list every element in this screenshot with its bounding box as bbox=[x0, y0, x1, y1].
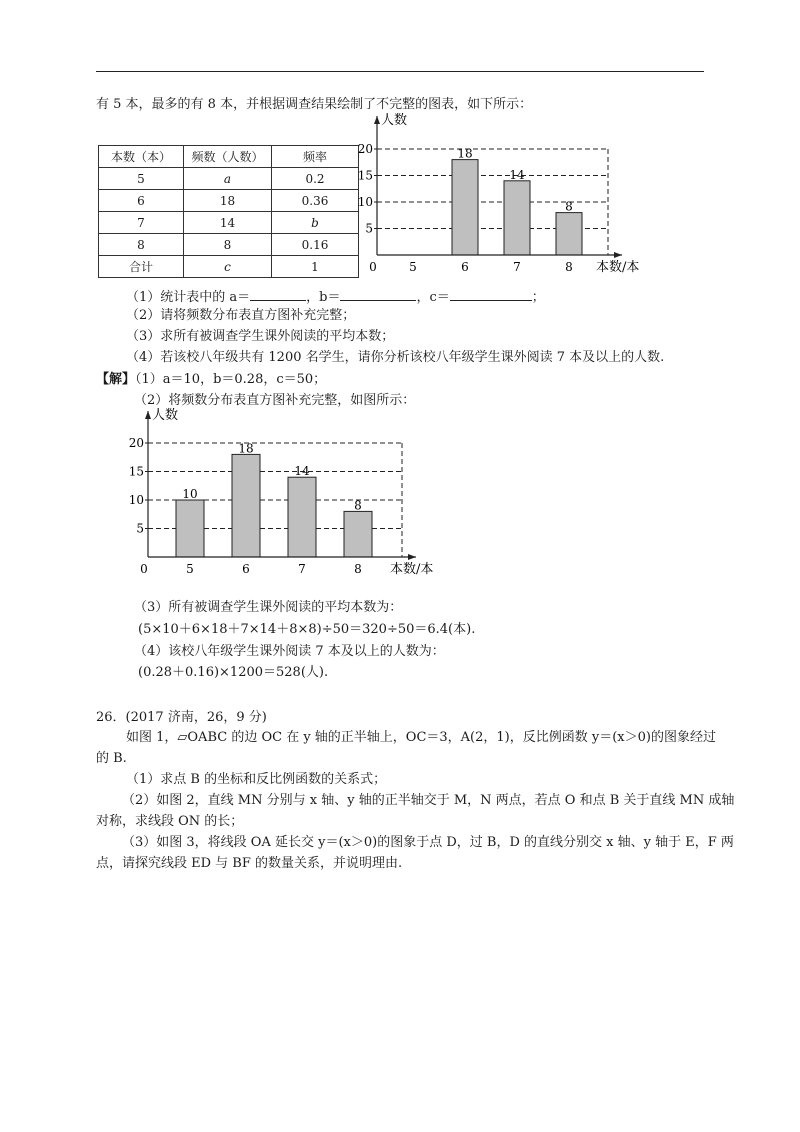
bar bbox=[232, 454, 260, 557]
problem-26-q2-cont: 对称，求线段 ON 的长； bbox=[96, 814, 244, 829]
table-cell: c bbox=[184, 256, 272, 278]
origin-label: 0 bbox=[369, 260, 377, 274]
question-3: （3）求所有被调查学生课外阅读的平均本数； bbox=[126, 329, 395, 344]
x-axis-arrow bbox=[614, 252, 622, 258]
table-row bbox=[99, 190, 359, 212]
bar bbox=[288, 477, 316, 557]
table-header-row bbox=[99, 146, 359, 168]
q1-end: ； bbox=[531, 290, 545, 305]
table-row bbox=[99, 168, 359, 190]
problem-26-q3-cont: 点，请探究线段 ED 与 BF 的数量关系，并说明理由. bbox=[96, 856, 403, 871]
table-cell: 1 bbox=[272, 256, 359, 278]
x-axis-label: 本数/本 bbox=[596, 260, 640, 275]
table-cell: 0.16 bbox=[272, 234, 359, 256]
bar bbox=[504, 181, 530, 255]
table-cell: 8 bbox=[184, 234, 272, 256]
table-header-cell: 频率 bbox=[272, 146, 359, 168]
table-row bbox=[99, 256, 359, 278]
y-axis-arrow bbox=[145, 411, 151, 419]
solution-4-equation: (0.28＋0.16)×1200＝528(人). bbox=[138, 665, 329, 680]
y-axis-label: 人数 bbox=[152, 408, 179, 423]
table-cell: 5 bbox=[99, 168, 184, 190]
bar-value-label: 18 bbox=[457, 146, 473, 161]
table-cell: 7 bbox=[99, 212, 184, 234]
x-axis-label: 本数/本 bbox=[390, 562, 434, 577]
problem-26-text: 如图 1，▱OABC 的边 OC 在 y 轴的正半轴上，OC＝3，A(2，1)，反比例函数 y＝(x＞0)的图象经过 bbox=[126, 730, 716, 745]
table-cell: 14 bbox=[184, 212, 272, 234]
table-cell: 8 bbox=[99, 234, 184, 256]
y-axis-label: 人数 bbox=[381, 113, 408, 128]
q1-c-label: ，c＝ bbox=[416, 290, 450, 305]
histogram-complete bbox=[110, 405, 450, 580]
x-tick-label: 7 bbox=[298, 562, 306, 576]
y-tick-label: 15 bbox=[128, 464, 144, 479]
q1-a-label: （1）统计表中的 a＝ bbox=[126, 290, 251, 305]
header-rule bbox=[96, 71, 704, 72]
histogram-incomplete bbox=[340, 112, 660, 282]
question-4: （4）若该校八年级共有 1200 名学生，请你分析该校八年级学生课外阅读 7 本及以上的人数. bbox=[126, 350, 665, 365]
question-2: （2）请将频数分布表直方图补充完整； bbox=[126, 308, 356, 323]
bar-value-label: 10 bbox=[182, 487, 198, 501]
frequency-table bbox=[98, 145, 359, 278]
table-cell: b bbox=[272, 212, 359, 234]
solution-1 bbox=[96, 372, 326, 388]
bar bbox=[452, 160, 478, 255]
x-axis-arrow bbox=[408, 554, 416, 560]
problem-26-q1: （1）求点 B 的坐标和反比例函数的关系式； bbox=[126, 772, 387, 787]
intro-text: 有 5 本，最多的有 8 本，并根据调查结果绘制了不完整的图表，如下所示： bbox=[96, 97, 533, 112]
y-axis-arrow bbox=[374, 116, 380, 124]
x-tick-label: 5 bbox=[186, 562, 194, 576]
solution-3: （3）所有被调查学生课外阅读的平均本数为： bbox=[134, 600, 403, 615]
y-tick-label: 20 bbox=[128, 436, 144, 450]
y-tick-label: 5 bbox=[136, 521, 144, 536]
y-tick-label: 10 bbox=[128, 493, 144, 507]
y-tick-label: 5 bbox=[365, 221, 373, 236]
answer-blank-a bbox=[250, 288, 306, 301]
solution-2: （2）将频数分布表直方图补充完整，如图所示： bbox=[134, 393, 416, 408]
table-cell: 0.36 bbox=[272, 190, 359, 212]
table-cell: 合计 bbox=[99, 256, 184, 278]
origin-label: 0 bbox=[140, 562, 148, 576]
solution-tag: 【解】 bbox=[96, 372, 136, 387]
table-header-cell: 本数（本） bbox=[99, 146, 184, 168]
y-tick-label: 15 bbox=[357, 168, 373, 183]
table-row bbox=[99, 234, 359, 256]
table-cell: 18 bbox=[184, 190, 272, 212]
bar-value-label: 14 bbox=[294, 464, 310, 479]
bar-value-label: 8 bbox=[354, 498, 362, 513]
bar bbox=[556, 213, 582, 255]
table-cell: a bbox=[184, 168, 272, 190]
problem-26-text-cont: 的 B. bbox=[96, 751, 127, 766]
table-row bbox=[99, 212, 359, 234]
y-tick-label: 10 bbox=[357, 195, 373, 209]
bar bbox=[344, 511, 372, 557]
solution-1-text: （1）a＝10，b＝0.28，c＝50； bbox=[135, 372, 327, 387]
bar-value-label: 14 bbox=[509, 167, 525, 182]
bar-value-label: 18 bbox=[238, 441, 254, 456]
x-tick-label: 6 bbox=[242, 562, 250, 576]
q1-b-label: ，b＝ bbox=[306, 290, 341, 305]
problem-26-header: 26．(2017 济南，26，9 分) bbox=[96, 710, 267, 725]
bar-value-label: 8 bbox=[565, 199, 573, 214]
x-tick-label: 7 bbox=[513, 260, 521, 274]
x-tick-label: 8 bbox=[565, 260, 573, 274]
x-tick-label: 6 bbox=[461, 260, 469, 274]
answer-blank-b bbox=[340, 288, 416, 301]
table-header-cell: 频数（人数） bbox=[184, 146, 272, 168]
bar bbox=[176, 500, 204, 557]
problem-26-q2: （2）如图 2，直线 MN 分别与 x 轴、y 轴的正半轴交于 M，N 两点，若点 O 和点 B 关于直线 MN 成轴 bbox=[122, 793, 735, 808]
table-cell: 0.2 bbox=[272, 168, 359, 190]
x-tick-label: 5 bbox=[409, 260, 417, 274]
problem-26-q3: （3）如图 3，将线段 OA 延长交 y＝(x＞0)的图象于点 D，过 B，D 的直线分别交 x 轴、y 轴于 E，F 两 bbox=[122, 835, 734, 850]
solution-3-equation: (5×10＋6×18＋7×14＋8×8)÷50＝320÷50＝6.4(本). bbox=[138, 622, 476, 637]
y-tick-label: 20 bbox=[357, 142, 373, 156]
x-tick-label: 8 bbox=[354, 562, 362, 576]
solution-4: （4）该校八年级学生课外阅读 7 本及以上的人数为： bbox=[134, 644, 445, 659]
table-cell: 6 bbox=[99, 190, 184, 212]
question-1 bbox=[126, 288, 545, 306]
answer-blank-c bbox=[450, 288, 532, 301]
